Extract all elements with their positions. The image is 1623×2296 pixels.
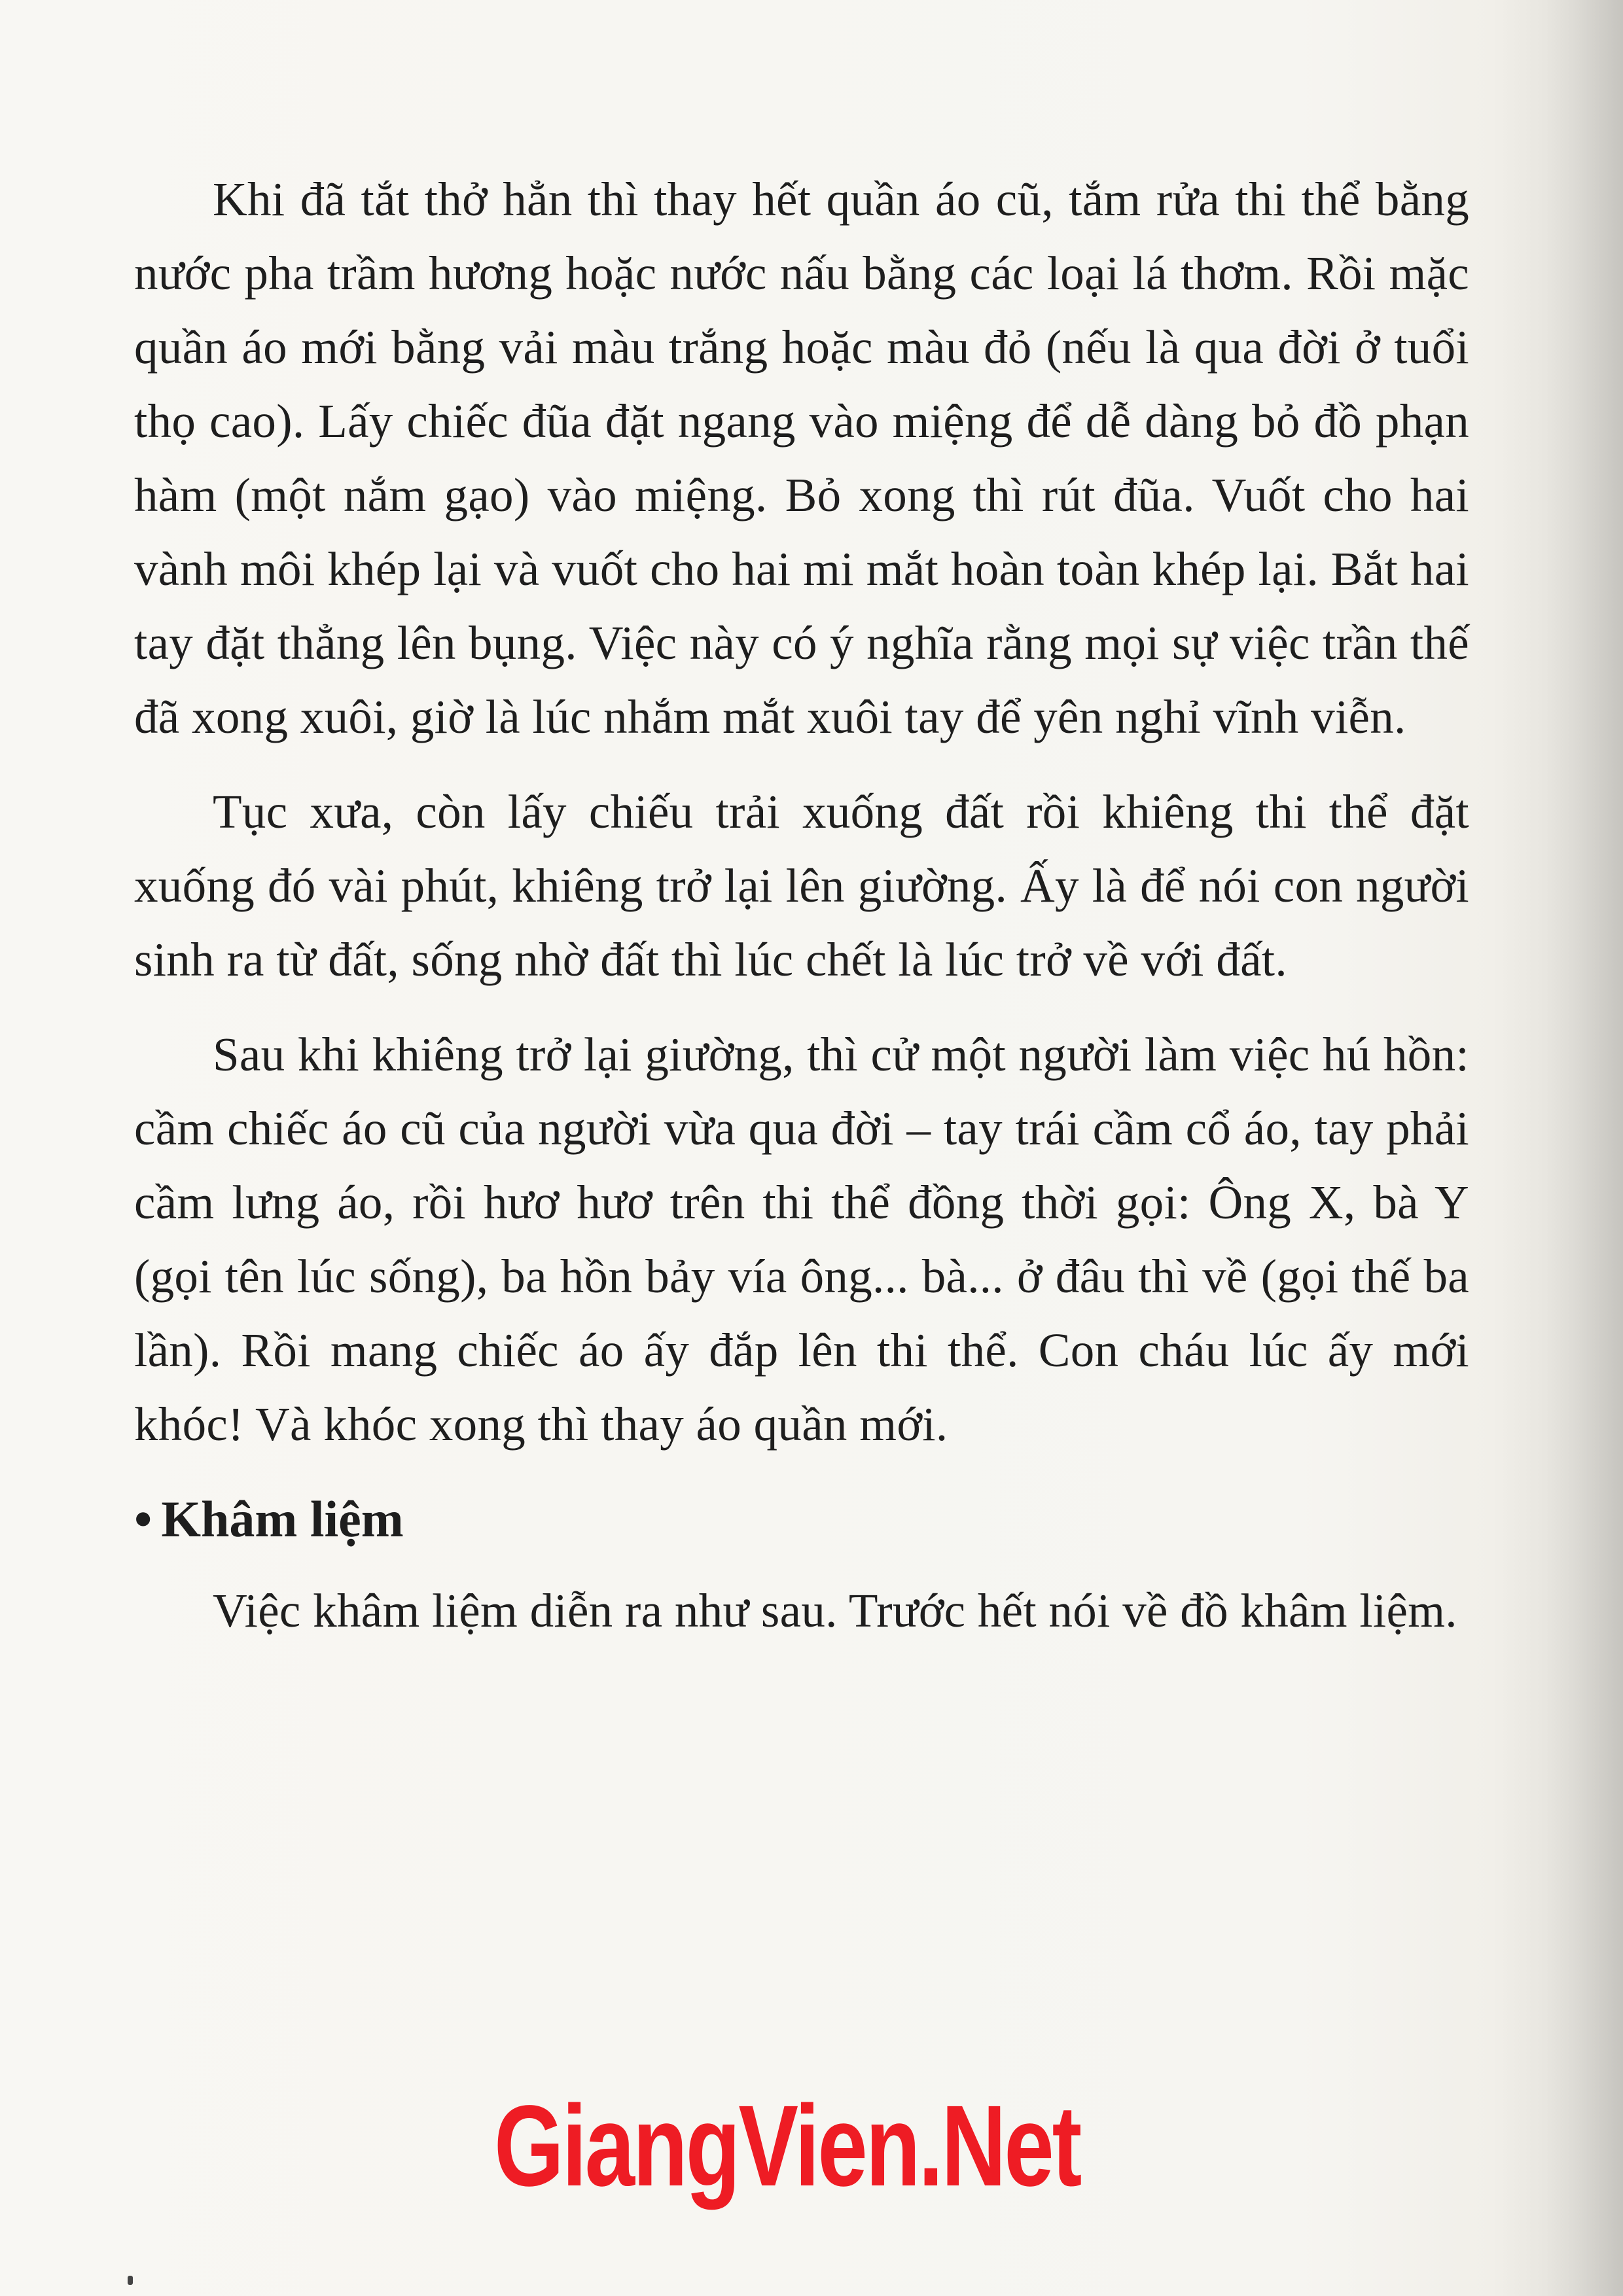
page-text bbox=[134, 162, 1469, 1648]
section-heading bbox=[134, 1483, 1469, 1555]
page-edge-shadow bbox=[1544, 0, 1623, 2296]
paragraph-3: Sau khi khiêng trở lại giường, thì cử một người làm việc hú hồn: cầm chiếc áo cũ của người vừa qua đời – tay trái cầm cổ áo, tay phải cầm lưng áo, rồi hươ hươ trên thi thể đồng thời gọi: Ông X, bà Y (gọi tên lúc sống), ba hồn bảy vía ông... bà... ở đâu thì về (gọi thế ba lần). Rồi mang chiếc áo ấy đắp lên thi thể. Con cháu lúc ấy mới khóc! Và khóc xong thì thay áo quần mới. bbox=[134, 1028, 1469, 1451]
section-heading-text: Khâm liệm bbox=[161, 1491, 404, 1547]
watermark: GiangVien.Net bbox=[494, 2082, 1080, 2210]
paragraph-2: Tục xưa, còn lấy chiếu trải xuống đất rồi khiêng thi thể đặt xuống đó vài phút, khiêng trở lại lên giường. Ấy là để nói con người sinh ra từ đất, sống nhờ đất thì lúc chết là lúc trở về với đất. bbox=[134, 785, 1469, 986]
paragraph-1: Khi đã tắt thở hẳn thì thay hết quần áo cũ, tắm rửa thi thể bằng nước pha trầm hương hoặc nước nấu bằng các loại lá thơm. Rồi mặc quần áo mới bằng vải màu trắng hoặc màu đỏ (nếu là qua đời ở tuổi thọ cao). Lấy chiếc đũa đặt ngang vào miệng để dễ dàng bỏ đồ phạn hàm (một nắm gạo) vào miệng. Bỏ xong thì rút đũa. Vuốt cho hai vành môi khép lại và vuốt cho hai mi mắt hoàn toàn khép lại. Bắt hai tay đặt thẳng lên bụng. Việc này có ý nghĩa rằng mọi sự việc trần thế đã xong xuôi, giờ là lúc nhắm mắt xuôi tay để yên nghỉ vĩnh viễn. bbox=[134, 173, 1469, 743]
scan-speck bbox=[128, 2276, 133, 2285]
section-paragraph: Việc khâm liệm diễn ra như sau. Trước hết nói về đồ khâm liệm. bbox=[213, 1584, 1457, 1637]
bullet-icon: • bbox=[134, 1491, 152, 1547]
